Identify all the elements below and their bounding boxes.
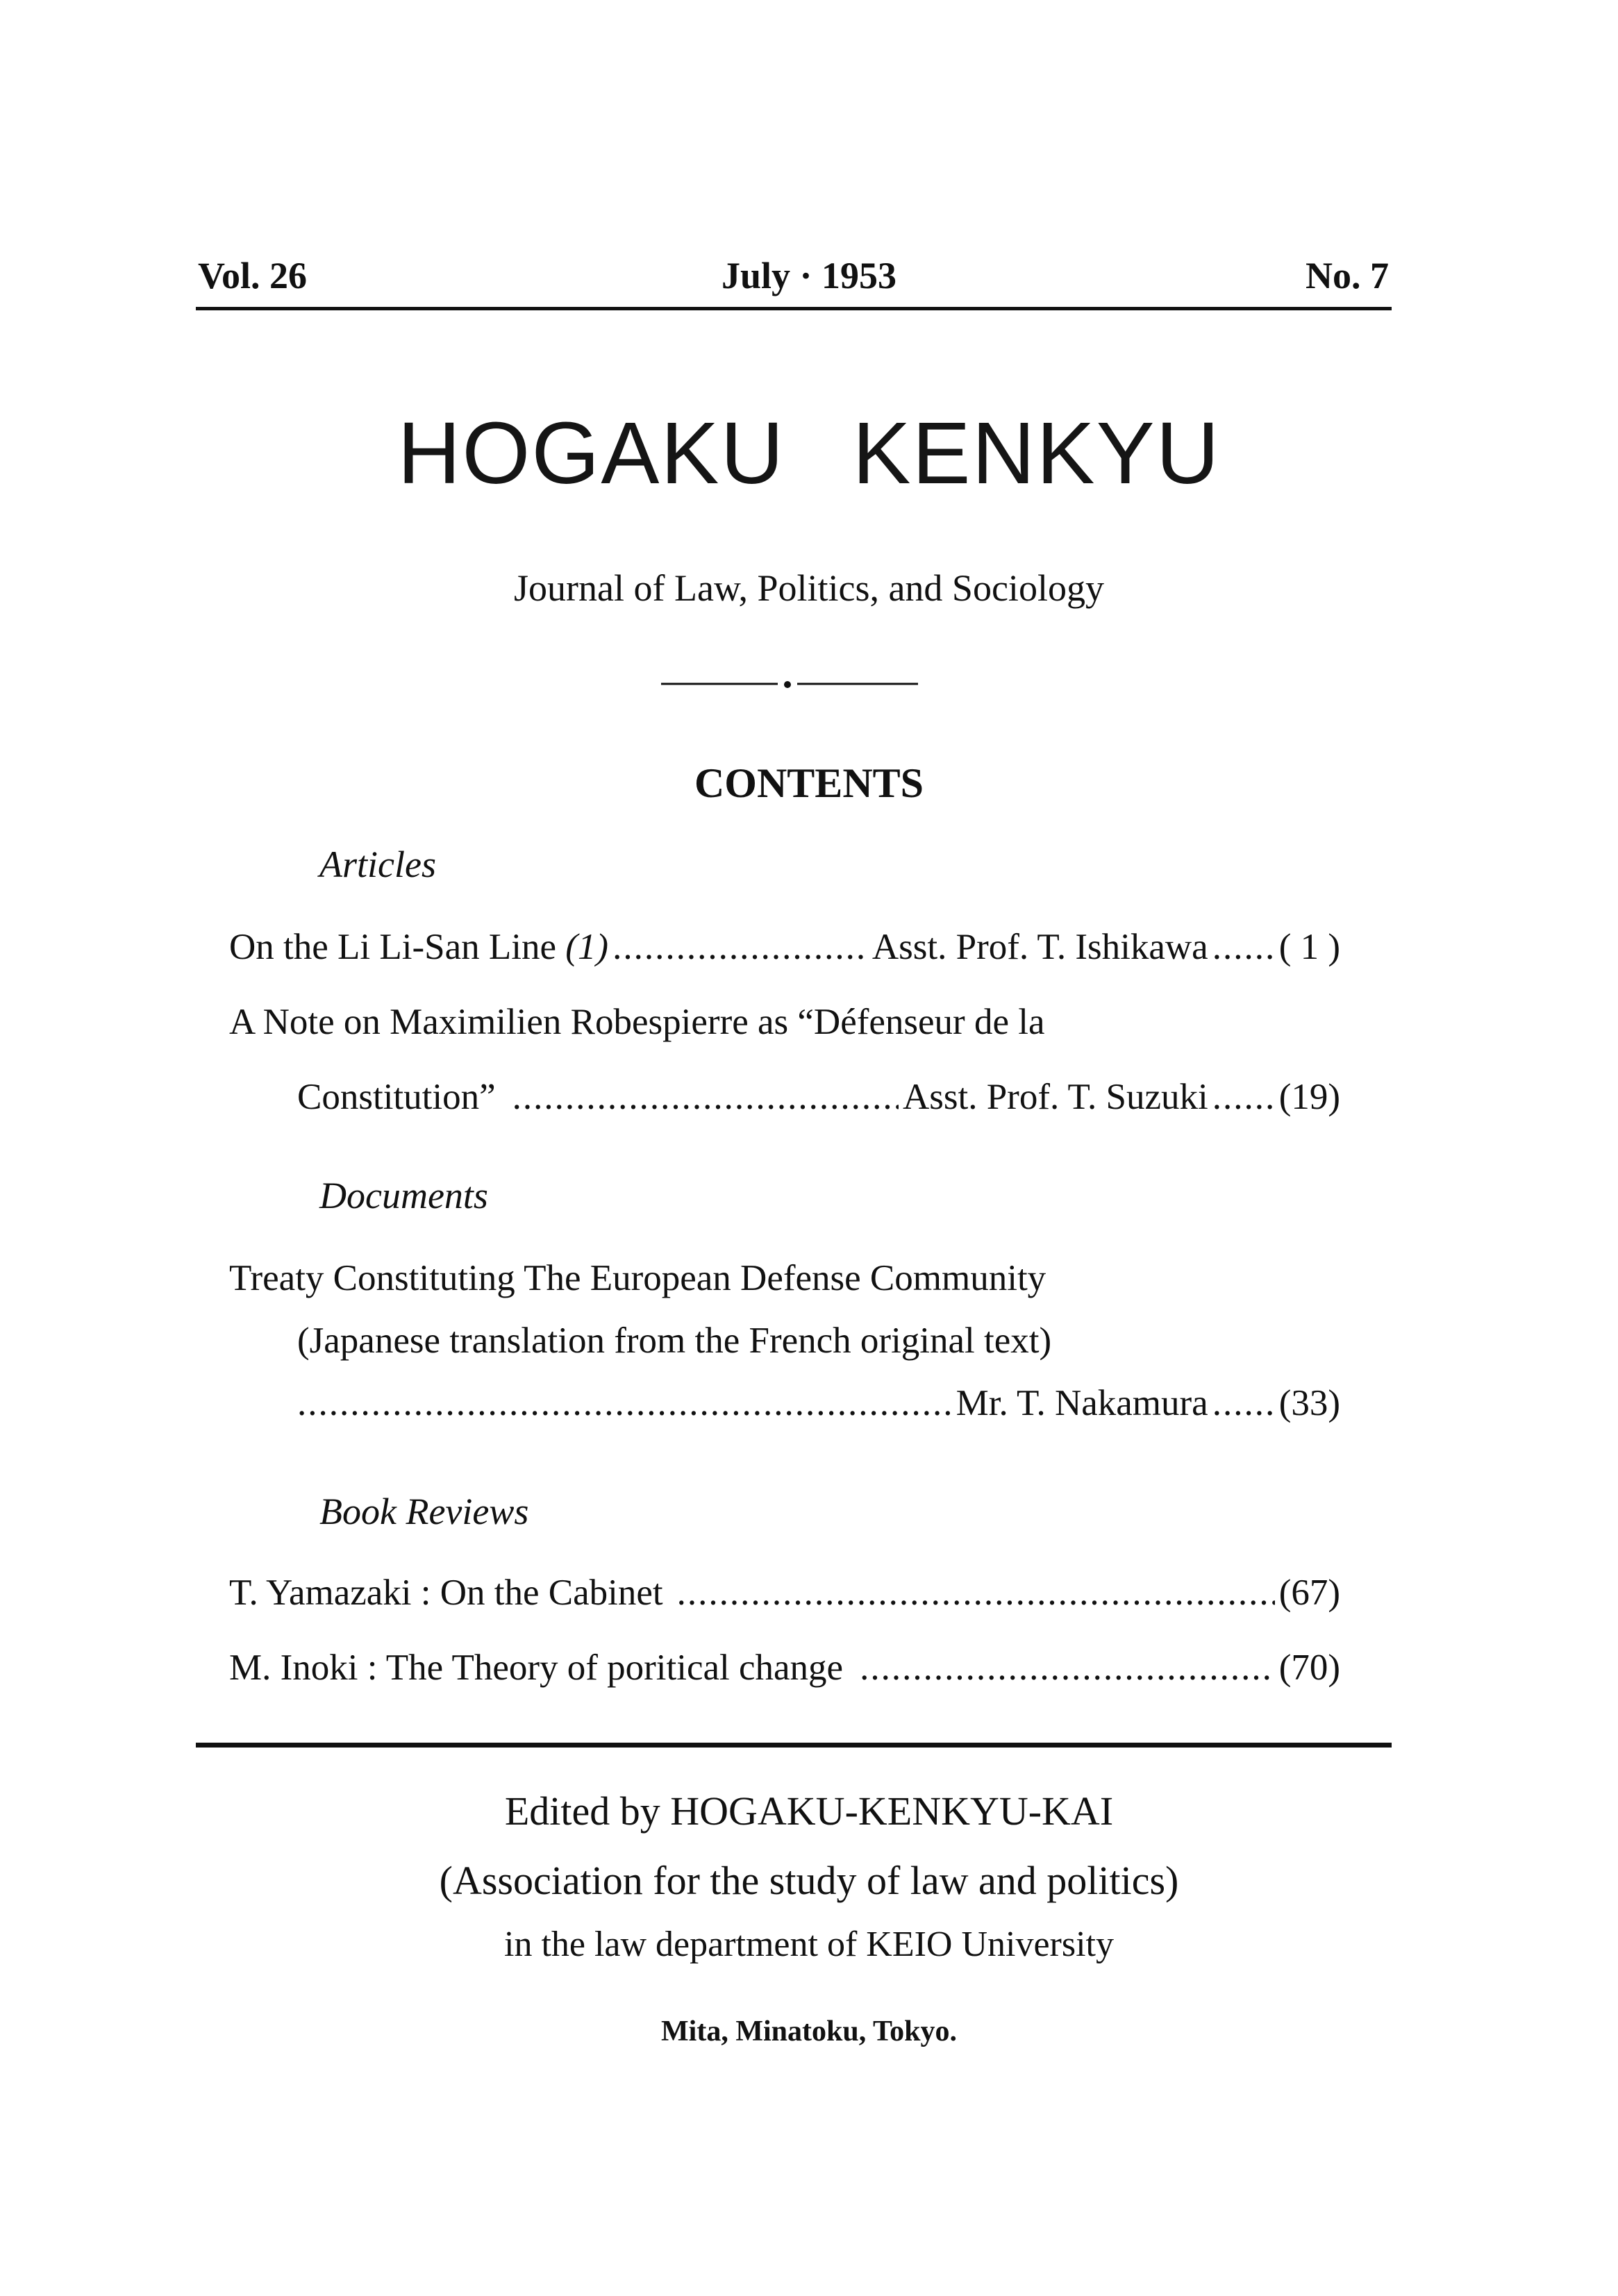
entry-author: Asst. Prof. T. Suzuki <box>902 1077 1208 1117</box>
header-rule <box>196 307 1392 310</box>
department-line: in the law department of KEIO University <box>504 1925 1114 1964</box>
entry-page: (70) <box>1278 1648 1340 1688</box>
edited-by-line <box>0 1788 1618 1834</box>
entry-title-continued: Constitution” <box>297 1077 496 1117</box>
dot-leader <box>612 929 868 966</box>
section-heading-book-reviews: Book Reviews <box>319 1491 529 1532</box>
address-line: Mita, Minatoku, Tokyo. <box>661 2016 957 2047</box>
entry-part-number: (1) <box>565 927 609 967</box>
entry-title: A Note on Maximilien Robespierre as “Défenseur de la <box>229 1002 1045 1042</box>
contents-heading: CONTENTS <box>694 760 924 806</box>
entry-title-continued: (Japanese translation from the French original text) <box>297 1321 1052 1361</box>
section-heading-articles: Articles <box>319 844 436 885</box>
entry-page: (33) <box>1278 1383 1340 1423</box>
edited-by-prefix: Edited by <box>504 1788 671 1834</box>
entry-page: (19) <box>1278 1077 1340 1117</box>
section-heading-documents: Documents <box>319 1175 488 1216</box>
toc-entry <box>229 929 1340 966</box>
entry-page: (67) <box>1278 1573 1340 1613</box>
entry-title: Treaty Constituting The European Defense Community <box>229 1258 1046 1298</box>
dot-leader <box>1212 929 1275 966</box>
dot-leader <box>512 1079 899 1116</box>
dot-leader <box>677 1575 1275 1611</box>
toc-entry <box>229 1650 1340 1686</box>
toc-entry <box>297 1385 1340 1422</box>
entry-page: ( 1 ) <box>1278 927 1340 967</box>
issue-date: July · 1953 <box>721 255 897 296</box>
journal-title: HOGAKU KENKYU <box>397 404 1221 502</box>
entry-author: Asst. Prof. T. Ishikawa <box>871 927 1208 967</box>
entry-author: Mr. T. Nakamura <box>956 1383 1208 1423</box>
dot-leader <box>860 1650 1275 1686</box>
footer-rule <box>196 1743 1392 1748</box>
toc-entry <box>297 1079 1340 1116</box>
dot-leader <box>1212 1079 1275 1116</box>
issue-number: No. 7 <box>1306 255 1389 296</box>
editor-name: HOGAKU-KENKYU-KAI <box>670 1788 1114 1834</box>
dot-leader <box>1212 1385 1275 1422</box>
association-line: (Association for the study of law and politics) <box>439 1858 1179 1903</box>
entry-title: T. Yamazaki : On the Cabinet <box>229 1573 663 1613</box>
journal-subtitle: Journal of Law, Politics, and Sociology <box>514 567 1104 609</box>
ornament-divider <box>661 677 918 691</box>
entry-title: On the Li Li-San Line (1) <box>229 927 609 967</box>
entry-title: M. Inoki : The Theory of poritical change <box>229 1648 844 1688</box>
dot-leader <box>297 1385 952 1422</box>
volume-label: Vol. 26 <box>198 255 308 296</box>
toc-entry <box>229 1575 1340 1611</box>
